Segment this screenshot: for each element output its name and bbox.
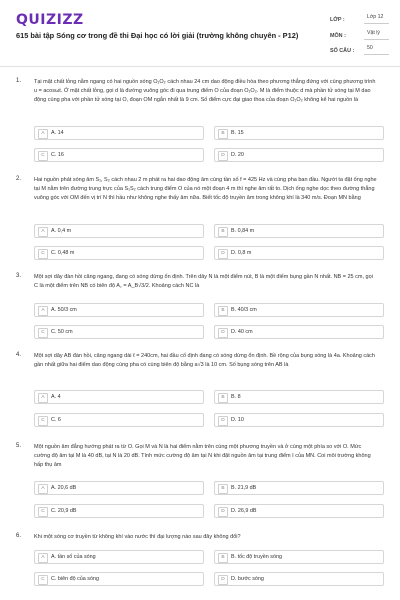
option-a[interactable]: [34, 481, 204, 495]
option-letter: B: [218, 553, 228, 563]
option-letter: B: [218, 484, 228, 494]
option-d[interactable]: [214, 325, 384, 339]
option-letter: C: [38, 151, 48, 161]
option-text: D. 26,9 dB: [231, 507, 257, 514]
option-d[interactable]: [214, 413, 384, 427]
question-count-label: SỐ CÂU :: [330, 48, 355, 54]
quizizz-logo: QUIZIZZ: [16, 12, 84, 28]
option-text: D. 20: [231, 151, 244, 158]
option-text: B. tốc độ truyền sóng: [231, 553, 282, 560]
option-letter: D: [218, 416, 228, 426]
option-c[interactable]: [34, 572, 204, 586]
question-text: Một sợi dây AB đàn hồi, căng ngang dài ℓ = 240cm, hai đầu cố định đang có sóng dừng ổn định. Bề rộng của bụng sóng là 4a. Khoảng cách gần nhất giữa hai điểm dao động cùng pha có cùng biên độ bằng a√3 là 10 cm. Số bụng sóng trên AB là: [34, 353, 375, 368]
question-number: 3.: [16, 273, 22, 279]
question-text: Một sợi dây đàn hồi căng ngang, đang có sóng dừng ổn định. Trên dây N là một điểm nút, B là một điểm bụng gần N nhất. NB = 25 cm, gọi C là một điểm trên NB có biên độ A꜀ = A_B√3/2. Khoảng cách NC là: [34, 274, 373, 289]
option-text: A. tần số của sóng: [51, 553, 96, 560]
option-letter: A: [38, 393, 48, 403]
option-letter: C: [38, 507, 48, 517]
class-label: LỚP :: [330, 17, 345, 23]
question-number: 6.: [16, 533, 22, 539]
class-value: Lớp 12: [364, 14, 389, 24]
option-c[interactable]: [34, 325, 204, 339]
option-d[interactable]: [214, 246, 384, 260]
option-text: D. 40 cm: [231, 328, 253, 335]
worksheet-header: [0, 0, 400, 66]
option-b[interactable]: [214, 390, 384, 404]
option-text: A. 50/3 cm: [51, 306, 77, 313]
question-text: Hai nguồn phát sóng âm S₁, S₂ cách nhau 2 m phát ra hai dao động âm cùng tần số f = 425 Hz và cùng pha ban đầu. Người ta đặt ống nghe tại M nằm trên đường trung trực của S₁S₂ cách trung điểm O của nó một đoạn 4 m thì nghe âm rất to. Dịch ống nghe dọc theo đường thẳng vuông góc với OM đến vị trí N thì hầu như không nghe thấy âm nữa. Biết tốc độ truyền âm trong không khí là 340 m/s. Đoạn MN bằng: [34, 177, 377, 201]
question-number: 4.: [16, 352, 22, 358]
option-letter: A: [38, 553, 48, 563]
option-text: C. 20,9 dB: [51, 507, 77, 514]
option-c[interactable]: [34, 148, 204, 162]
option-c[interactable]: [34, 413, 204, 427]
question-text: Một nguồn âm đẳng hướng phát ra từ O. Gọi M và N là hai điểm nằm trên cùng một phương truyền và ở cùng một phía so với O. Mức cường độ âm tại M là 40 dB, tại N là 20 dB. Tính mức cường độ âm tại N khi đặt nguồn âm tại trung điểm I của MN. Coi môi trường không hấp thụ âm: [34, 444, 371, 468]
option-a[interactable]: [34, 224, 204, 238]
subject-value: Vật lý: [364, 30, 389, 40]
option-letter: D: [218, 575, 228, 585]
option-text: A. 14: [51, 129, 64, 136]
option-letter: C: [38, 328, 48, 338]
option-text: C. 6: [51, 416, 61, 423]
question-text: Tại mặt chất lỏng nằm ngang có hai nguồn sóng O₁O₂ cách nhau 24 cm dao động điều hòa theo phương thẳng đứng với cùng phương trình u = acosωt. Ở mặt chất lỏng, gọi d là đường vuông góc đi qua trung điểm O của đoạn O₁O₂. M là điểm thuộc d mà phần tử sóng tại M dao động cùng pha với phần tử sóng tại O, đoạn OM ngắn nhất là 9 cm. Số điểm cực đại giao thoa của đoạn O₁O₂ không kể hai nguồn là: [34, 79, 376, 103]
option-letter: C: [38, 575, 48, 585]
option-letter: B: [218, 227, 228, 237]
option-text: C. 16: [51, 151, 64, 158]
option-letter: A: [38, 227, 48, 237]
option-b[interactable]: [214, 550, 384, 564]
question-count-value: 50: [364, 45, 389, 55]
subject-label: MÔN :: [330, 33, 346, 39]
option-letter: B: [218, 306, 228, 316]
option-letter: D: [218, 151, 228, 161]
question-number: 5.: [16, 443, 22, 449]
question-text: Khi một sóng cơ truyền từ không khí vào nước thì đại lượng nào sau đây không đổi?: [34, 534, 241, 540]
header-divider: [0, 66, 400, 67]
option-letter: D: [218, 249, 228, 259]
option-a[interactable]: [34, 126, 204, 140]
option-text: B. 15: [231, 129, 244, 136]
option-text: C. biên độ của sóng: [51, 575, 99, 582]
option-text: B. 40/3 cm: [231, 306, 257, 313]
option-letter: A: [38, 129, 48, 139]
option-letter: D: [218, 328, 228, 338]
option-a[interactable]: [34, 390, 204, 404]
option-text: B. 8: [231, 393, 241, 400]
option-d[interactable]: [214, 504, 384, 518]
option-text: D. bước sóng: [231, 575, 264, 582]
option-c[interactable]: [34, 246, 204, 260]
option-b[interactable]: [214, 303, 384, 317]
option-a[interactable]: [34, 303, 204, 317]
option-text: C. 0,48 m: [51, 249, 75, 256]
option-text: A. 4: [51, 393, 61, 400]
worksheet-title: 615 bài tập Sóng cơ trong đề thi Đại học có lời giải (trường không chuyên - P12): [16, 31, 299, 40]
option-letter: B: [218, 129, 228, 139]
option-letter: A: [38, 306, 48, 316]
option-a[interactable]: [34, 550, 204, 564]
option-b[interactable]: [214, 126, 384, 140]
option-text: B. 0,84 m: [231, 227, 255, 234]
option-text: D. 10: [231, 416, 244, 423]
option-b[interactable]: [214, 481, 384, 495]
option-text: C. 50 cm: [51, 328, 73, 335]
option-text: B. 21,9 dB: [231, 484, 257, 491]
option-letter: A: [38, 484, 48, 494]
option-b[interactable]: [214, 224, 384, 238]
option-letter: B: [218, 393, 228, 403]
option-letter: C: [38, 249, 48, 259]
question-number: 2.: [16, 176, 22, 182]
option-d[interactable]: [214, 572, 384, 586]
option-text: A. 0,4 m: [51, 227, 72, 234]
option-d[interactable]: [214, 148, 384, 162]
option-letter: D: [218, 507, 228, 517]
option-text: D. 0,8 m: [231, 249, 252, 256]
option-c[interactable]: [34, 504, 204, 518]
option-text: A. 20,6 dB: [51, 484, 77, 491]
question-number: 1.: [16, 78, 22, 84]
option-letter: C: [38, 416, 48, 426]
